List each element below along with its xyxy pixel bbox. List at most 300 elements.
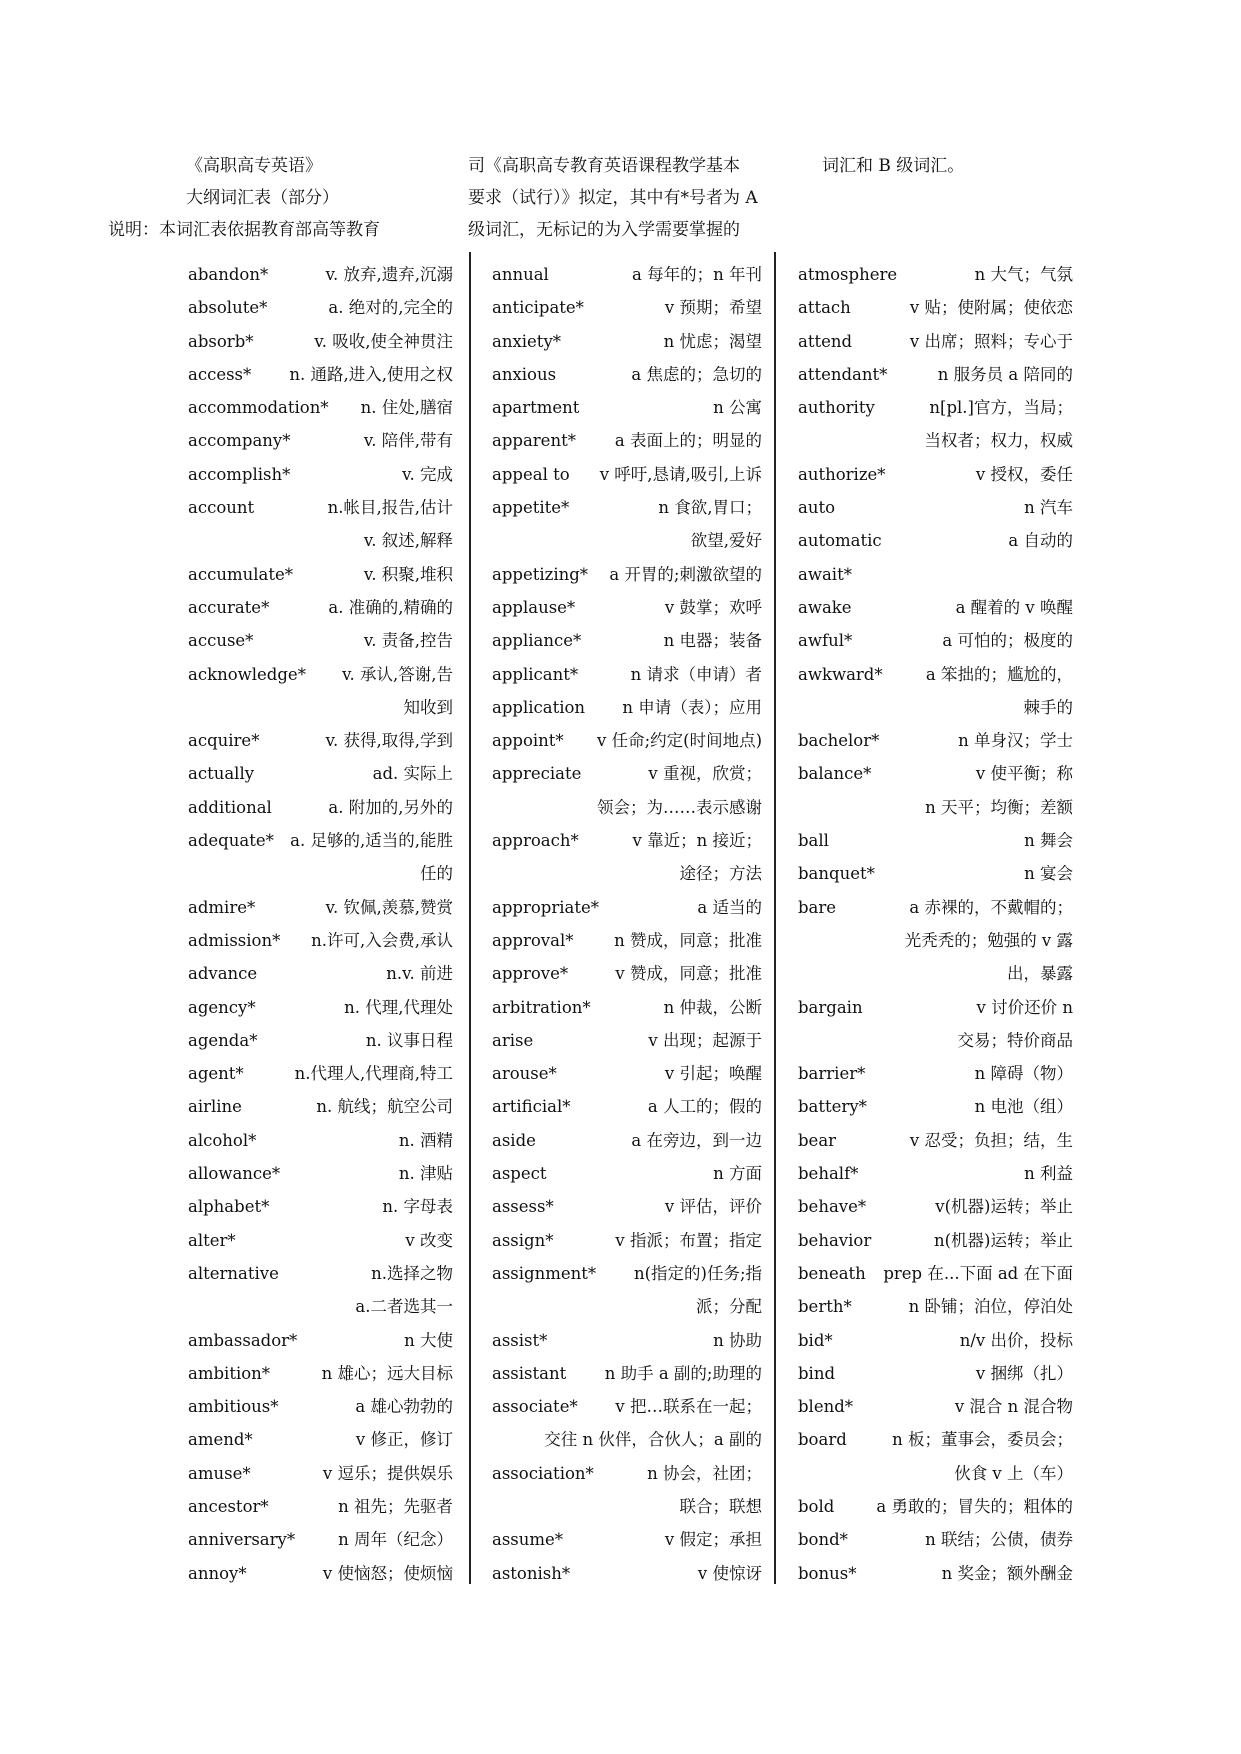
vocab-entry [492, 1357, 762, 1390]
entry-definition: a 焦虑的；急切的 [631, 364, 762, 384]
entry-word: allowance* [188, 1164, 281, 1184]
entry-word: associate* [492, 1397, 578, 1417]
entry-word: bond* [798, 1530, 848, 1550]
entry-word: approval* [492, 930, 574, 950]
entry-definition-continued: 派；分配 [696, 1297, 762, 1317]
entry-word: appoint* [492, 731, 564, 751]
entry-definition: a 表面上的；明显的 [614, 431, 762, 451]
vocab-entry [798, 1290, 1073, 1323]
entry-word: annoy* [188, 1563, 247, 1583]
entry-definition: v. 获得,取得,学到 [325, 731, 453, 751]
entry-word: abandon* [188, 265, 269, 284]
entry-definition: n. 住处,膳宿 [360, 398, 453, 418]
entry-word: agent* [188, 1064, 244, 1084]
entry-definition: n. 航线；航空公司 [316, 1097, 453, 1117]
entry-word: berth* [798, 1297, 852, 1317]
entry-definition: a 笨拙的；尴尬的， [925, 664, 1073, 684]
entry-definition: a. 绝对的,完全的 [328, 298, 453, 318]
entry-definition-continued: 欲望,爱好 [690, 531, 762, 551]
entry-definition: v 贴；使附属；使依恋 [909, 298, 1073, 318]
vocab-entry [798, 624, 1073, 657]
entry-word: alternative [188, 1263, 279, 1283]
entry-definition: a 人工的；假的 [647, 1097, 762, 1117]
vocab-entry [188, 1324, 453, 1357]
entry-word: amend* [188, 1430, 253, 1450]
entry-definition-continued: 交往 n 伙伴，合伙人；a 副的 [544, 1430, 762, 1450]
entry-word: anxiety* [492, 331, 562, 351]
vocab-entry [798, 1490, 1073, 1523]
entry-definition: n. 代理,代理处 [344, 997, 453, 1017]
entry-word: applicant* [492, 664, 579, 684]
entry-word: ambition* [188, 1363, 271, 1383]
entry-word: accompany* [188, 431, 291, 451]
entry-definition: a 每年的；n 年刊 [632, 265, 762, 284]
intro-text-line: 说明：本词汇表依据教育部高等教育 [108, 220, 380, 240]
entry-definition: v 逗乐；提供娱乐 [322, 1463, 453, 1483]
entry-definition: n 汽车 [1024, 498, 1073, 518]
entry-definition: v 混合 n 混合物 [954, 1397, 1073, 1417]
entry-definition-continued: 途径；方法 [679, 864, 762, 884]
entry-word: airline [188, 1097, 242, 1117]
entry-word: banquet* [798, 864, 875, 884]
vocab-entry [492, 1557, 762, 1590]
entry-definition: a 适当的 [697, 897, 762, 917]
entry-word: atmosphere [798, 265, 898, 284]
vocab-entry [188, 258, 453, 291]
vocab-entry [492, 558, 762, 591]
entry-word: arouse* [492, 1064, 557, 1084]
entry-definition: v 任命;约定(时间地点) [597, 731, 762, 751]
vocab-entry [188, 458, 453, 491]
vocab-entry [492, 757, 762, 790]
entry-definition-continued: 领会；为……表示感谢 [597, 797, 762, 817]
entry-definition: n 周年（纪念） [338, 1530, 453, 1550]
vocab-entry [188, 1190, 453, 1223]
vocab-entry [798, 658, 1073, 691]
entry-word: advance [188, 964, 258, 984]
entry-definition: n 协助 [713, 1330, 762, 1350]
vocab-entry [798, 824, 1073, 857]
entry-word: awkward* [798, 664, 883, 684]
entry-definition: n[pl.]官方，当局； [929, 398, 1073, 418]
entry-word: behalf* [798, 1164, 859, 1184]
entry-word: arise [492, 1030, 534, 1050]
entry-definition-continued: 伙食 v 上（车） [954, 1463, 1073, 1483]
entry-word: anticipate* [492, 298, 584, 318]
entry-word: adequate* [188, 831, 274, 851]
entry-word: bachelor* [798, 731, 880, 751]
vocab-entry [492, 957, 762, 990]
vocab-entry [798, 491, 1073, 524]
entry-word: actually [188, 764, 255, 784]
entry-word: agency* [188, 997, 256, 1017]
entry-definition: v. 积聚,堆积 [363, 564, 453, 584]
entry-word: bid* [798, 1330, 833, 1350]
vocab-entry [798, 458, 1073, 491]
vocab-entry [492, 1057, 762, 1090]
vocab-entry [492, 1523, 762, 1556]
entry-word: approve* [492, 964, 569, 984]
vocab-entry [492, 691, 762, 724]
vocab-entry [798, 358, 1073, 391]
vocab-entry [798, 524, 1073, 557]
vocab-entry [798, 1124, 1073, 1157]
vocabulary-column-3 [798, 258, 1073, 1590]
column-divider [774, 252, 776, 1584]
entry-definition: a. 附加的,另外的 [328, 797, 453, 817]
entry-definition: v 出现；起源于 [648, 1030, 762, 1050]
entry-definition: n 赞成，同意；批准 [614, 930, 762, 950]
entry-definition: v 把…联系在一起； [615, 1397, 762, 1417]
entry-word: accomplish* [188, 464, 291, 484]
entry-word: ambitious* [188, 1397, 279, 1417]
entry-word: anxious [492, 364, 557, 384]
entry-definition: a 在旁边，到一边 [631, 1130, 762, 1150]
entry-definition-continued: 交易；特价商品 [957, 1030, 1073, 1050]
vocab-entry [798, 991, 1073, 1024]
entry-definition: n.v. 前进 [386, 964, 453, 984]
entry-definition: v 靠近；n 接近； [632, 831, 762, 851]
vocab-entry [188, 791, 453, 824]
entry-word: balance* [798, 764, 872, 784]
entry-definition: n 电器；装备 [663, 631, 762, 651]
vocab-entry [492, 1224, 762, 1257]
entry-word: barrier* [798, 1064, 866, 1084]
entry-word: astonish* [492, 1563, 571, 1583]
vocab-entry [798, 757, 1073, 790]
vocab-entry [188, 358, 453, 391]
vocab-entry [798, 1423, 1073, 1456]
entry-definition: a 雄心勃勃的 [355, 1397, 453, 1417]
vocab-entry [492, 591, 762, 624]
entry-definition: n 奖金；额外酬金 [941, 1563, 1073, 1583]
vocab-entry [798, 1557, 1073, 1590]
vocab-entry [798, 1224, 1073, 1257]
vocab-entry [188, 1057, 453, 1090]
vocab-entry [492, 991, 762, 1024]
vocab-entry [188, 924, 453, 957]
vocab-entry [798, 558, 1073, 591]
vocab-entry [492, 1124, 762, 1157]
vocab-entry [492, 824, 762, 857]
intro-text-line: 司《高职高专教育英语课程教学基本 [468, 156, 740, 176]
entry-definition: v 引起；唤醒 [664, 1064, 762, 1084]
intro-column-2 [468, 150, 778, 246]
vocab-entry [188, 1357, 453, 1390]
entry-definition: n. 通路,进入,使用之权 [289, 364, 453, 384]
entry-definition: n 舞会 [1024, 831, 1073, 851]
entry-definition: v 鼓掌；欢呼 [664, 597, 762, 617]
entry-word: assign* [492, 1230, 554, 1250]
entry-definition: n 电池（组） [974, 1097, 1073, 1117]
vocab-entry [188, 491, 453, 524]
entry-definition: n. 议事日程 [365, 1030, 453, 1050]
entry-definition-continued: v. 叙述,解释 [363, 531, 453, 551]
entry-word: aspect [492, 1164, 547, 1184]
entry-word: attendant* [798, 364, 888, 384]
entry-definition: n 食欲,胃口； [658, 498, 762, 518]
entry-word: absorb* [188, 331, 254, 351]
vocab-entry [798, 1324, 1073, 1357]
vocab-entry [798, 1190, 1073, 1223]
entry-definition: n 请求（申请）者 [630, 664, 762, 684]
entry-definition: a 醒着的 v 唤醒 [955, 597, 1073, 617]
entry-word: assistant [492, 1363, 567, 1383]
vocab-entry [188, 325, 453, 358]
entry-word: appliance* [492, 631, 582, 651]
entry-word: appropriate* [492, 897, 599, 917]
entry-word: bare [798, 897, 837, 917]
vocab-entry [188, 558, 453, 591]
vocab-entry [188, 1557, 453, 1590]
entry-definition-continued: 任的 [420, 864, 453, 884]
entry-word: attach [798, 298, 851, 318]
entry-word: automatic [798, 531, 882, 551]
entry-definition: n 雄心；远大目标 [321, 1363, 453, 1383]
entry-definition: v 指派；布置；指定 [615, 1230, 762, 1250]
vocab-entry [492, 724, 762, 757]
vocab-entry [188, 724, 453, 757]
vocab-entry [798, 1057, 1073, 1090]
entry-word: assume* [492, 1530, 564, 1550]
entry-word: bonus* [798, 1563, 857, 1583]
vocab-entry [798, 1257, 1073, 1290]
vocab-entry [188, 991, 453, 1024]
entry-word: artificial* [492, 1097, 571, 1117]
entry-definition: v 修正，修订 [355, 1430, 453, 1450]
entry-definition: n 大使 [404, 1330, 453, 1350]
entry-word: awful* [798, 631, 853, 651]
entry-word: auto [798, 498, 836, 518]
vocab-entry [798, 724, 1073, 757]
entry-word: account [188, 498, 255, 518]
entry-word: admission* [188, 930, 281, 950]
entry-word: attend [798, 331, 853, 351]
entry-word: ancestor* [188, 1496, 269, 1516]
entry-definition: v 使平衡；称 [975, 764, 1073, 784]
entry-definition: v(机器)运转；举止 [935, 1197, 1073, 1217]
entry-word: appetite* [492, 498, 570, 518]
vocab-entry [188, 757, 453, 790]
vocab-entry [492, 491, 762, 524]
entry-definition: n 协会，社团； [647, 1463, 762, 1483]
entry-definition: n. 字母表 [382, 1197, 453, 1217]
intro-text-line: 要求（试行）》拟定，其中有*号者为 A [468, 188, 758, 208]
entry-word: assist* [492, 1330, 548, 1350]
vocab-entry [492, 1257, 762, 1290]
entry-word: aside [492, 1130, 536, 1150]
vocab-entry [798, 291, 1073, 324]
entry-definition: n 公寓 [713, 398, 762, 418]
vocab-entry [492, 1457, 762, 1490]
vocab-entry [798, 1157, 1073, 1190]
vocab-entry [188, 1090, 453, 1123]
entry-word: accurate* [188, 597, 270, 617]
entry-word: additional [188, 797, 272, 817]
entry-definition: a 自动的 [1008, 531, 1073, 551]
entry-definition: v 使恼怒；使烦恼 [322, 1563, 453, 1583]
entry-definition: v 忍受；负担；结，生 [909, 1130, 1073, 1150]
entry-definition: n 卧铺；泊位，停泊处 [908, 1297, 1073, 1317]
entry-definition: n. 酒精 [398, 1130, 453, 1150]
vocab-entry [798, 391, 1073, 424]
vocab-entry [188, 1457, 453, 1490]
entry-word: appetizing* [492, 564, 589, 584]
vocab-entry [492, 1190, 762, 1223]
entry-definition: v. 承认,答谢,告 [342, 664, 453, 684]
entry-word: agenda* [188, 1030, 258, 1050]
vocab-entry [798, 1390, 1073, 1423]
entry-definition-continued: 光秃秃的；勉强的 v 露 [904, 930, 1073, 950]
entry-definition: n(指定的)任务;指 [633, 1263, 762, 1283]
intro-column-1 [108, 150, 428, 246]
entry-definition: a 开胃的;刺激欲望的 [609, 564, 762, 584]
entry-definition: v. 完成 [402, 464, 453, 484]
vocab-entry [188, 1423, 453, 1456]
entry-definition: v 授权，委任 [975, 464, 1073, 484]
vocab-entry [798, 891, 1073, 924]
entry-definition: v 重视，欣赏； [648, 764, 762, 784]
entry-word: association* [492, 1463, 594, 1483]
vocab-entry [188, 291, 453, 324]
entry-word: assess* [492, 1197, 554, 1217]
vocab-entry [798, 1357, 1073, 1390]
entry-word: battery* [798, 1097, 867, 1117]
entry-definition: n 仲裁，公断 [663, 997, 762, 1017]
entry-definition: v. 吸收,使全神贯注 [314, 331, 453, 351]
entry-definition-continued: 当权者；权力，权威 [924, 431, 1073, 451]
entry-word: anniversary* [188, 1530, 296, 1550]
entry-definition: v. 放弃,遗弃,沉溺 [325, 265, 453, 284]
entry-word: awake [798, 597, 852, 617]
vocabulary-column-2 [492, 258, 762, 1590]
entry-definition: v 呼吁,恳请,吸引,上诉 [599, 464, 762, 484]
entry-definition-continued: 棘手的 [1023, 697, 1073, 717]
entry-word: arbitration* [492, 997, 591, 1017]
entry-word: application [492, 697, 586, 717]
entry-word: acknowledge* [188, 664, 306, 684]
entry-definition: n 板；董事会，委员会； [892, 1430, 1073, 1450]
vocab-entry [798, 1523, 1073, 1556]
entry-definition: n 宴会 [1024, 864, 1073, 884]
document-subtitle: 大纲词汇表（部分） [186, 188, 339, 208]
entry-definition: n 利益 [1024, 1164, 1073, 1184]
entry-definition: v 使惊讶 [697, 1563, 762, 1583]
entry-word: applause* [492, 597, 576, 617]
vocab-entry [188, 1490, 453, 1523]
entry-definition [852, 558, 1073, 591]
vocab-entry [188, 424, 453, 457]
vocab-entry [798, 258, 1073, 291]
entry-word: beneath [798, 1263, 866, 1283]
entry-definition-continued: 联合；联想 [679, 1496, 762, 1516]
entry-definition: a. 准确的,精确的 [328, 597, 453, 617]
entry-definition: prep 在...下面 ad 在下面 [883, 1263, 1073, 1283]
entry-definition: v. 钦佩,羡慕,赞赏 [325, 897, 453, 917]
vocab-entry [188, 1523, 453, 1556]
vocab-entry [492, 924, 762, 957]
vocab-entry [492, 358, 762, 391]
entry-word: approach* [492, 831, 579, 851]
entry-word: accuse* [188, 631, 254, 651]
entry-word: absolute* [188, 298, 268, 318]
entry-definition: v 预期；希望 [664, 298, 762, 318]
vocab-entry [492, 424, 762, 457]
vocab-entry [492, 1024, 762, 1057]
vocab-entry [492, 1090, 762, 1123]
vocabulary-column-1 [188, 258, 453, 1590]
column-divider [469, 252, 471, 1584]
entry-word: ambassador* [188, 1330, 298, 1350]
entry-definition-continued: 出，暴露 [1007, 964, 1073, 984]
entry-definition: n 方面 [713, 1164, 762, 1184]
vocab-entry [798, 325, 1073, 358]
vocab-entry [188, 1224, 453, 1257]
vocab-entry [188, 658, 453, 691]
entry-word: accumulate* [188, 564, 293, 584]
entry-definition: ad. 实际上 [372, 764, 453, 784]
entry-word: annual [492, 265, 549, 284]
entry-definition: v 评估，评价 [664, 1197, 762, 1217]
entry-definition-continued: a.二者选其一 [355, 1297, 453, 1317]
entry-word: accommodation* [188, 398, 329, 418]
vocab-entry [492, 391, 762, 424]
entry-definition: n 单身汉；学士 [958, 731, 1073, 751]
vocab-entry [492, 1324, 762, 1357]
vocab-entry [492, 658, 762, 691]
entry-definition: n/v 出价，投标 [959, 1330, 1073, 1350]
vocab-entry [798, 1090, 1073, 1123]
entry-word: amuse* [188, 1463, 251, 1483]
entry-definition: v. 陪伴,带有 [363, 431, 453, 451]
entry-definition: a 赤裸的，不戴帽的； [909, 897, 1073, 917]
vocab-entry [188, 1124, 453, 1157]
entry-definition: n 障碍（物） [974, 1064, 1073, 1084]
vocab-entry [188, 591, 453, 624]
entry-word: acquire* [188, 731, 260, 751]
vocab-entry [188, 1024, 453, 1057]
vocab-entry [188, 957, 453, 990]
vocab-entry [492, 1157, 762, 1190]
entry-word: apparent* [492, 431, 576, 451]
vocab-entry [492, 291, 762, 324]
entry-word: bind [798, 1363, 836, 1383]
entry-word: alcohol* [188, 1130, 257, 1150]
entry-word: behave* [798, 1197, 867, 1217]
entry-definition: n 祖先；先驱者 [338, 1496, 453, 1516]
entry-word: board [798, 1430, 847, 1450]
vocab-entry [188, 391, 453, 424]
vocab-entry [798, 857, 1073, 890]
entry-word: apartment [492, 398, 580, 418]
vocab-entry [188, 891, 453, 924]
entry-word: alphabet* [188, 1197, 270, 1217]
entry-definition: n.帐目,报告,估计 [327, 498, 453, 518]
vocab-entry [492, 1390, 762, 1423]
entry-definition: n 服务员 a 陪同的 [937, 364, 1073, 384]
entry-definition: n 大气；气氛 [974, 265, 1073, 284]
vocab-entry [188, 1390, 453, 1423]
entry-definition: v 捆绑（扎） [975, 1363, 1073, 1383]
entry-definition: a 勇敢的；冒失的；粗体的 [876, 1496, 1073, 1516]
entry-word: assignment* [492, 1263, 597, 1283]
vocab-entry [492, 624, 762, 657]
entry-word: authorize* [798, 464, 886, 484]
vocab-entry [188, 624, 453, 657]
entry-definition: a. 足够的,适当的,能胜 [290, 831, 453, 851]
entry-word: bear [798, 1130, 837, 1150]
entry-definition: n(机器)运转；举止 [933, 1230, 1073, 1250]
